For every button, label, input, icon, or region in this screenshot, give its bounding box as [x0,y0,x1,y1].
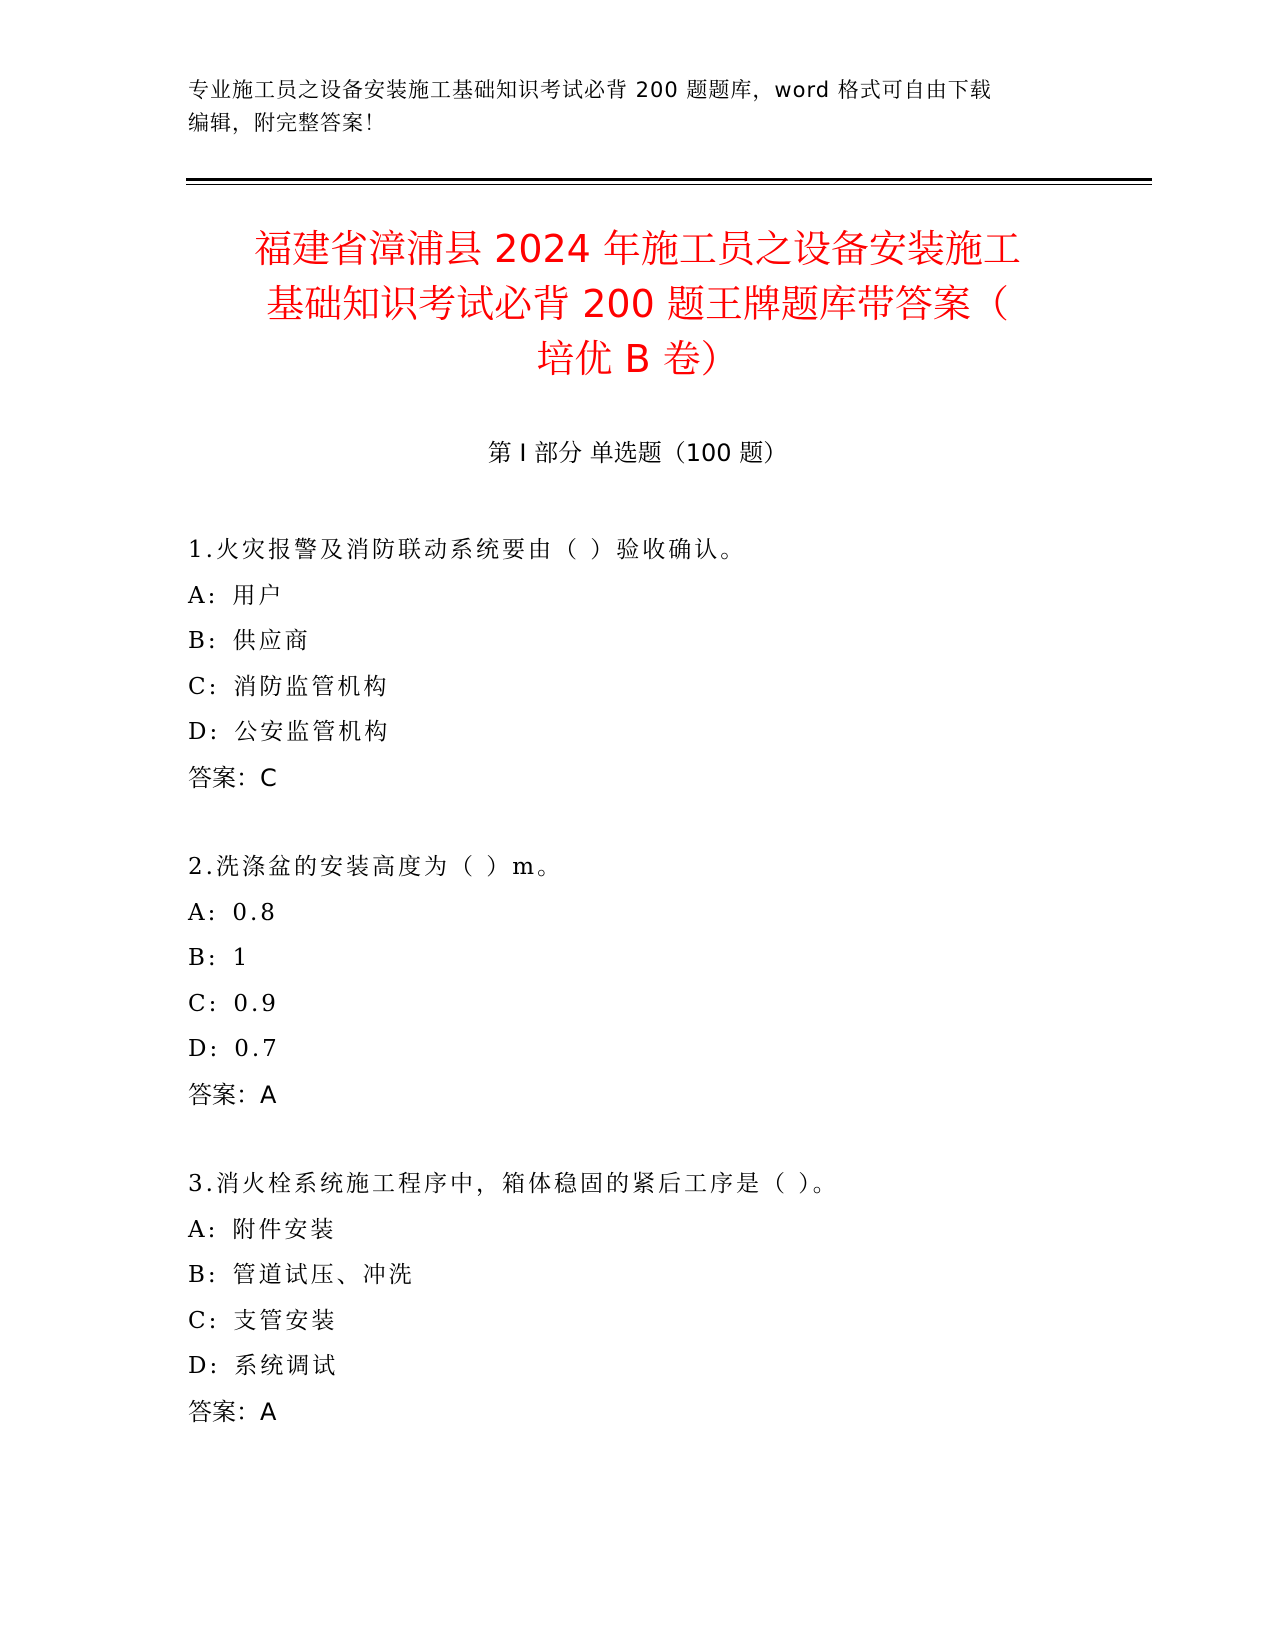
option-text: 支管安装 [233,1307,338,1334]
option-key: D: [188,1353,221,1379]
option-text: 用户 [232,582,285,609]
document-title [150,222,1125,387]
option-text: 0.9 [233,990,279,1017]
option-a [188,574,1148,620]
option-key: A: [188,1216,219,1243]
option-key: A: [188,899,219,926]
question-3 [188,1162,1148,1435]
option-b [188,936,1148,982]
option-text: 0.7 [234,1036,280,1062]
section-title: 第 I 部分 单选题（100 题） [487,439,788,467]
option-c [188,982,1148,1028]
option-text: 附件安装 [232,1216,337,1243]
option-key: C: [188,673,220,700]
question-stem: 2.洗涤盆的安装高度为（ ）m。 [188,854,564,880]
header-note [188,74,1088,140]
question-stem: 1.火灾报警及消防联动系统要由（ ）验收确认。 [188,537,747,563]
question-list [188,528,1148,1479]
answer: 答案：C [188,763,277,792]
option-d [188,1027,1148,1073]
option-text: 消防监管机构 [233,673,390,700]
option-key: C: [188,1307,220,1334]
option-key: D: [188,1036,221,1062]
option-d [188,710,1148,756]
question-stem: 3.消火栓系统施工程序中，箱体稳固的紧后工序是（ ）。 [188,1171,839,1197]
option-text: 管道试压、冲洗 [232,1262,415,1288]
answer: 答案：A [188,1397,277,1426]
document-title-line-2: 基础知识考试必背 200 题王牌题库带答案（ [266,282,1009,326]
option-key: B: [188,628,219,654]
option-key: B: [188,945,219,971]
question-2 [188,845,1148,1118]
option-b [188,1253,1148,1299]
document-title-line-3: 培优 B 卷） [536,337,739,381]
option-d [188,1344,1148,1390]
option-c [188,665,1148,711]
option-text: 供应商 [232,628,311,654]
option-c [188,1299,1148,1345]
option-text: 系统调试 [234,1353,339,1379]
question-1 [188,528,1148,801]
option-key: D: [188,719,221,745]
option-text: 公安监管机构 [234,719,391,745]
header-rule-thin [186,184,1152,185]
option-a [188,891,1148,937]
option-key: B: [188,1262,219,1288]
document-title-line-1: 福建省漳浦县 2024 年施工员之设备安装施工 [254,227,1021,271]
option-text: 1 [232,945,251,971]
header-rule-thick [186,178,1152,181]
option-key: A: [188,582,219,609]
option-key: C: [188,990,220,1017]
option-text: 0.8 [232,899,278,926]
header-note-line-2: 编辑，附完整答案！ [188,111,386,135]
header-note-line-1: 专业施工员之设备安装施工基础知识考试必背 200 题题库，word 格式可自由下载 [188,78,992,102]
option-b [188,619,1148,665]
answer: 答案：A [188,1080,277,1109]
option-a [188,1208,1148,1254]
